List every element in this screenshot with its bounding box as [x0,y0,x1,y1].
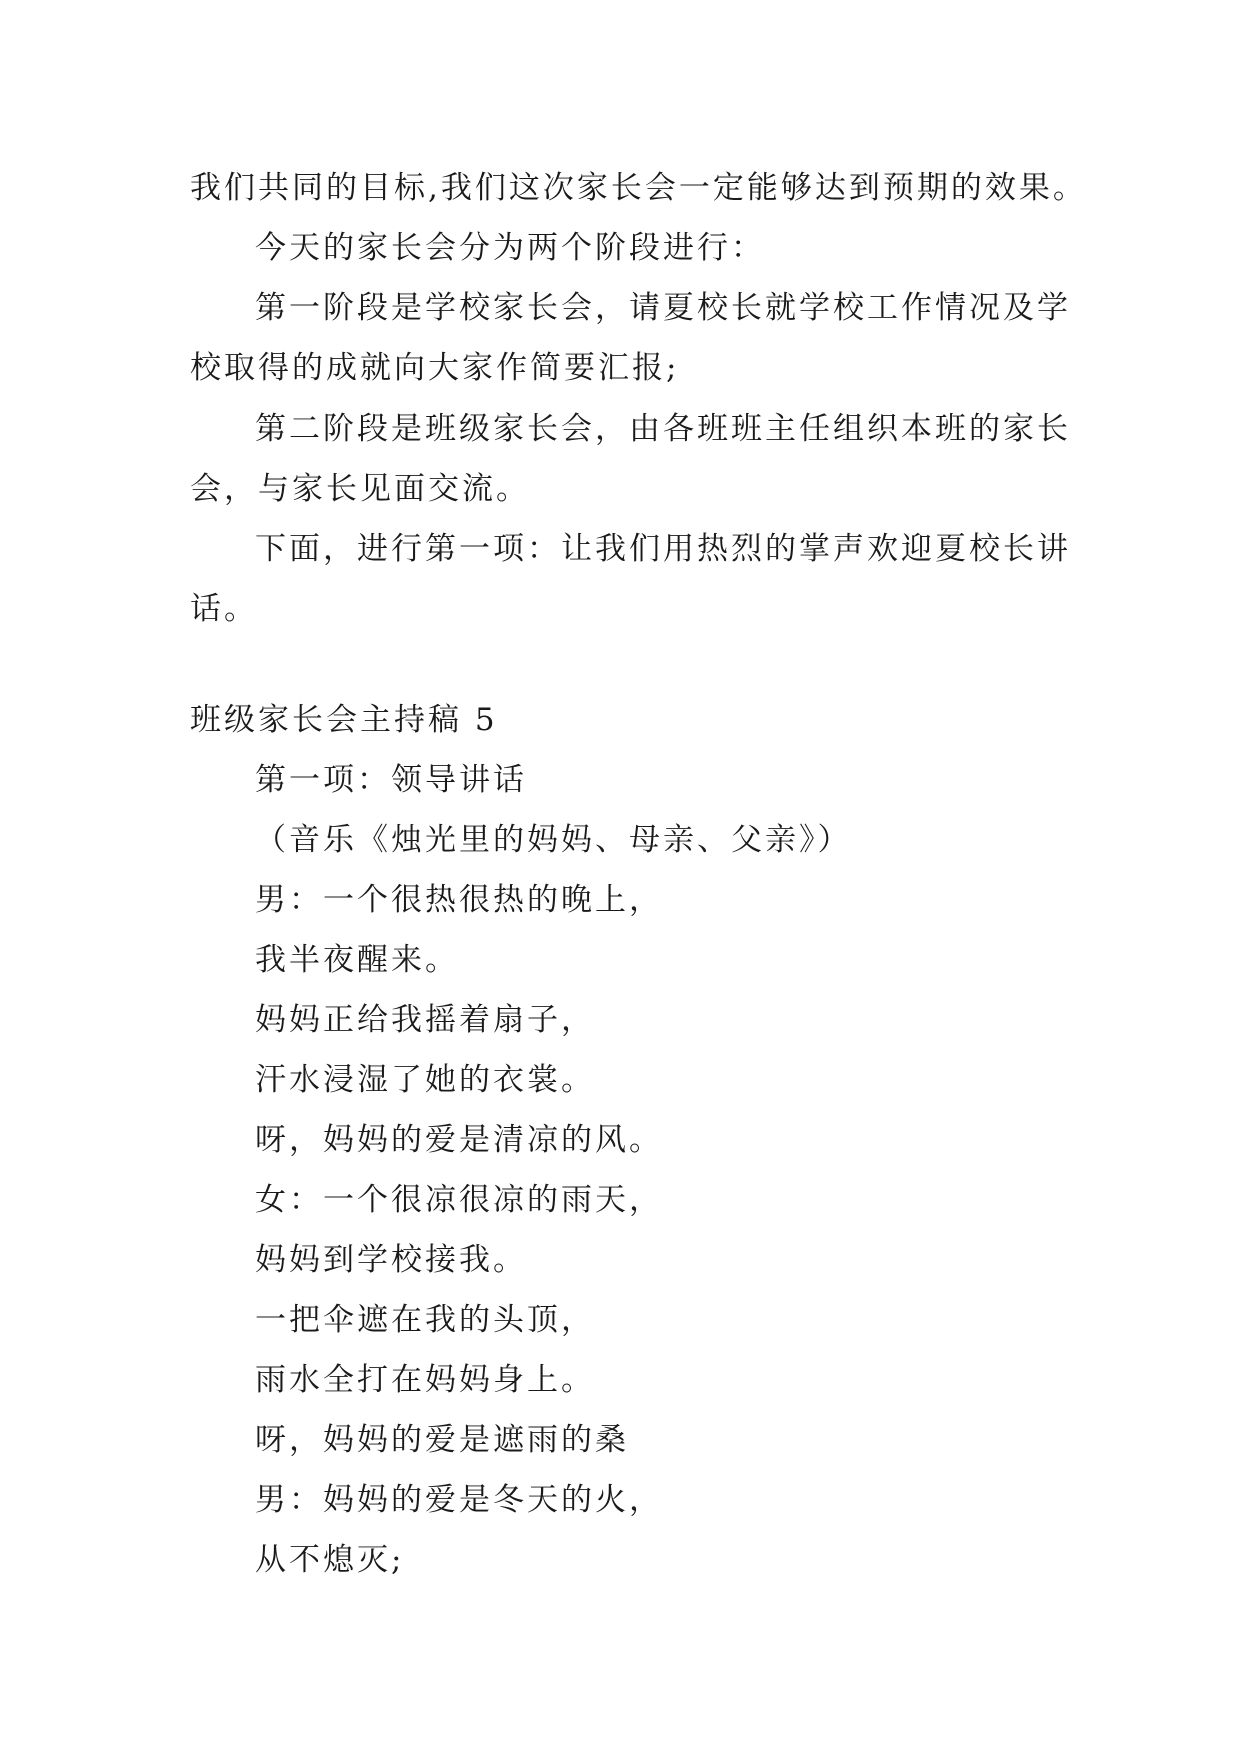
paragraph-line: 今天的家长会分为两个阶段进行： [255,230,765,266]
paragraph-line: 第一阶段是学校家长会，请夏校长就学校工作情况及学 [255,290,1071,326]
paragraph-line: 会，与家长见面交流。 [190,471,530,507]
poem-line: 女：一个很凉很凉的雨天， [255,1182,663,1218]
paragraph-line: 下面，进行第一项：让我们用热烈的掌声欢迎夏校长讲 [255,531,1071,567]
poem-line: 我半夜醒来。 [255,942,459,978]
poem-line: 妈妈到学校接我。 [255,1242,527,1278]
poem-line: 一把伞遮在我的头顶， [255,1302,595,1338]
poem-line: 呀，妈妈的爱是清凉的风。 [255,1122,663,1158]
poem-line: 呀，妈妈的爱是遮雨的桑 [255,1422,629,1458]
poem-line: 汗水浸湿了她的衣裳。 [255,1062,595,1098]
paragraph-line: 我们共同的目标,我们这次家长会一定能够达到预期的效果。 [190,170,1087,206]
poem-line: 妈妈正给我摇着扇子， [255,1002,595,1038]
poem-line: 男：妈妈的爱是冬天的火， [255,1482,663,1518]
poem-line: 雨水全打在妈妈身上。 [255,1362,595,1398]
paragraph-line: 第二阶段是班级家长会，由各班班主任组织本班的家长 [255,411,1071,447]
paragraph-line: 话。 [190,591,258,627]
section-heading: 班级家长会主持稿 5 [190,702,498,738]
poem-line: 男：一个很热很热的晚上， [255,882,663,918]
poem-line: 从不熄灭; [255,1542,405,1578]
paragraph-line: 校取得的成就向大家作简要汇报; [190,350,680,386]
paragraph-line: （音乐《烛光里的妈妈、母亲、父亲》） [255,822,852,858]
paragraph-line: 第一项：领导讲话 [255,762,527,798]
